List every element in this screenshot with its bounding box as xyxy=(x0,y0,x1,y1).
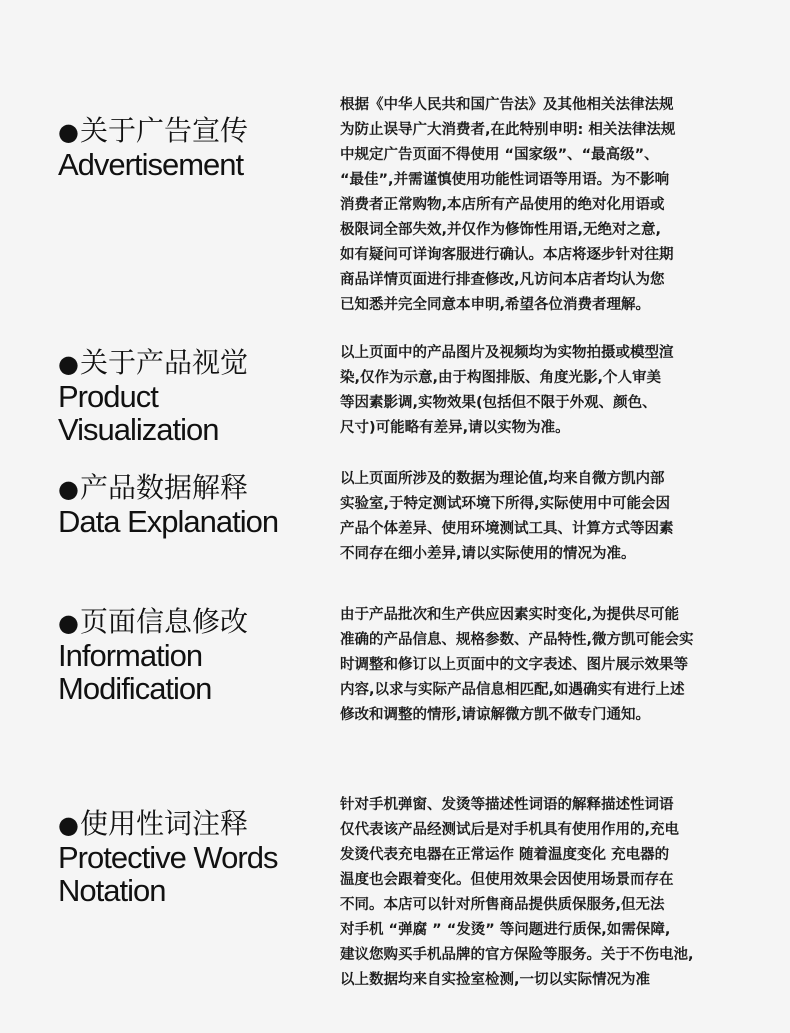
section-title-cn: ●使用性词注释 xyxy=(58,807,248,840)
body-line: 以上页面所涉及的数据为理论值,均来自微方凯内部 xyxy=(340,471,665,487)
body-line: 时调整和修订以上页面中的文字表述、图片展示效果等 xyxy=(340,657,688,673)
body-line: 不同。本店可以针对所售商品提供质保服务,但无法 xyxy=(340,897,665,913)
section-title-en: Visualization xyxy=(58,412,219,447)
section-title-en: Advertisement xyxy=(58,147,244,182)
section-body xyxy=(340,603,760,728)
body-line: 为防止误导广大消费者,在此特别申明: 相关法律法规 xyxy=(340,122,676,138)
body-line: 消费者正常购物,本店所有产品使用的绝对化用语或 xyxy=(340,197,665,213)
section-body xyxy=(340,341,760,441)
section-title-en: Notation xyxy=(58,873,166,908)
section-title-en: Modification xyxy=(58,671,212,706)
body-line: 建议您购买手机品牌的官方保险等服务。关于不伤电池, xyxy=(340,947,694,963)
section-heading xyxy=(58,472,323,538)
section-heading xyxy=(58,115,323,181)
section-body xyxy=(340,93,760,318)
section-body xyxy=(340,793,760,993)
section-title-cn: ●关于广告宣传 xyxy=(58,114,248,147)
bullet-dot-icon: ● xyxy=(58,475,79,503)
section-title-en: Protective Words xyxy=(58,840,278,875)
body-line: 实验室,于特定测试环境下所得,实际使用中可能会因 xyxy=(340,496,671,512)
section-heading xyxy=(58,347,323,446)
body-line: 修改和调整的情形,请谅解微方凯不做专门通知。 xyxy=(340,707,651,723)
body-line: 染,仅作为示意,由于构图排版、角度光影,个人审美 xyxy=(340,370,662,386)
section-title-en: Information xyxy=(58,638,203,673)
section-title-cn: ●页面信息修改 xyxy=(58,605,248,638)
section-title-cn: ●关于产品视觉 xyxy=(58,346,248,379)
body-line: 由于产品批次和生产供应因素实时变化,为提供尽可能 xyxy=(340,607,680,623)
section-title-en: Data Explanation xyxy=(58,504,279,539)
section-title-cn: ●产品数据解释 xyxy=(58,471,248,504)
body-line: 针对手机弹窗、发烫等描述性词语的解释描述性词语 xyxy=(340,797,674,813)
body-line: 温度也会跟着变化。但使用效果会因使用场景而存在 xyxy=(340,872,674,888)
section-heading xyxy=(58,808,323,907)
section-title-en: Product xyxy=(58,379,158,414)
body-line: 以上页面中的产品图片及视频均为实物拍摄或模型渲 xyxy=(340,345,674,361)
body-line: 不同存在细小差异,请以实际使用的情况为准。 xyxy=(340,546,636,562)
body-line: 已知悉并完全同意本申明,希望各位消费者理解。 xyxy=(340,297,651,313)
body-line: 极限词全部失效,并仅作为修饰性用语,无绝对之意, xyxy=(340,222,662,238)
body-line: 准确的产品信息、规格参数、产品特性,微方凯可能会实 xyxy=(340,632,694,648)
body-line: 以上数据均来自实捡室检测,一切以实际情况为准 xyxy=(340,972,651,988)
body-line: 内容,以求与实际产品信息相匹配,如遇确实有进行上述 xyxy=(340,682,685,698)
body-line: 商品详情页面进行排查修改,凡访问本店者均认为您 xyxy=(340,272,665,288)
body-line: 对手机 “弹腐 ” “发烫” 等问题进行质保,如需保障, xyxy=(340,922,671,938)
body-line: 中规定广告页面不得使用 “国家级”、“最高级”、 xyxy=(340,147,659,163)
bullet-dot-icon: ● xyxy=(58,609,79,637)
body-line: “最佳”,并需谨慎使用功能性词语等用语。为不影响 xyxy=(340,172,670,188)
body-line: 等因素影调,实物效果(包括但不限于外观、颜色、 xyxy=(340,395,657,411)
section-body xyxy=(340,467,760,567)
body-line: 根据《中华人民共和国广告法》及其他相关法律法规 xyxy=(340,97,674,113)
bullet-dot-icon: ● xyxy=(58,811,79,839)
body-line: 产品个体差异、使用环境测试工具、计算方式等因素 xyxy=(340,521,674,537)
body-line: 如有疑问可详询客服进行确认。本店将逐步针对往期 xyxy=(340,247,674,263)
bullet-dot-icon: ● xyxy=(58,350,79,378)
bullet-dot-icon: ● xyxy=(58,118,79,146)
body-line: 尺寸)可能略有差异,请以实物为准。 xyxy=(340,420,570,436)
body-line: 发烫代表充电器在正常运作 随着温度变化 充电器的 xyxy=(340,847,670,863)
section-heading xyxy=(58,606,323,705)
body-line: 仅代表该产品经测试后是对手机具有使用作用的,充电 xyxy=(340,822,680,838)
